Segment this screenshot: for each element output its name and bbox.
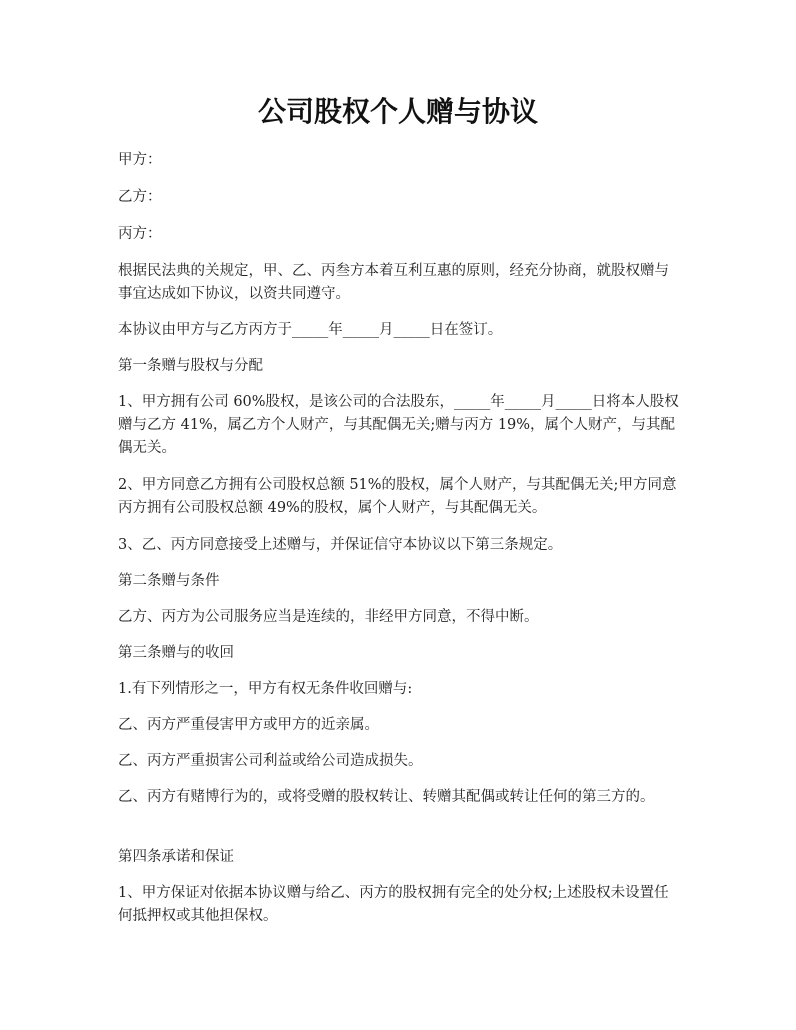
article-3-clause-1: 1.有下列情形之一，甲方有权无条件收回赠与:: [118, 681, 413, 697]
article-1-heading: 第一条赠与股权与分配: [118, 358, 263, 374]
document-title: 公司股权个人赠与协议: [257, 95, 538, 128]
article-1-clause-1: 1、甲方拥有公司 60%股权，是该公司的合法股东，_____年_____月_____日将本人股权赠与乙方 41%，属乙方个人财产，与其配偶无关;赠与丙方 19%，属个人财产，与其配偶无关。: [118, 394, 679, 456]
article-4-heading: 第四条承诺和保证: [118, 849, 234, 865]
article-1-clause-2: 2、甲方同意乙方拥有公司股权总额 51%的股权，属个人财产，与其配偶无关;甲方同意丙方拥有公司股权总额 49%的股权，属个人财产，与其配偶无关。: [118, 477, 677, 516]
preamble-paragraph: 根据民法典的关规定，甲、乙、丙叁方本着互利互惠的原则，经充分协商，就股权赠与事宜达成如下协议，以资共同遵守。: [118, 263, 669, 302]
article-3-heading: 第三条赠与的收回: [118, 645, 234, 661]
article-3-item-2: 乙、丙方严重损害公司利益或给公司造成损失。: [118, 753, 423, 769]
article-4-clause-1: 1、甲方保证对依据本协议赠与给乙、丙方的股权拥有完全的处分权;上述股权未设置任何抵押权或其他担保权。: [118, 885, 669, 924]
article-2-body: 乙方、丙方为公司服务应当是连续的，非经甲方同意，不得中断。: [118, 609, 539, 625]
article-3-item-3: 乙、丙方有赌博行为的，或将受赠的股权转让、转赠其配偶或转让任何的第三方的。: [118, 789, 655, 805]
signing-date-paragraph: 本协议由甲方与乙方丙方于_____年_____月_____日在签订。: [118, 322, 503, 338]
party-b-line: 乙方：: [118, 189, 162, 205]
article-3-item-1: 乙、丙方严重侵害甲方或甲方的近亲属。: [118, 717, 379, 733]
party-c-line: 丙方：: [118, 226, 162, 242]
party-a-line: 甲方：: [118, 152, 162, 168]
article-1-clause-3: 3、乙、丙方同意接受上述赠与，并保证信守本协议以下第三条规定。: [118, 537, 563, 553]
article-2-heading: 第二条赠与条件: [118, 573, 220, 589]
